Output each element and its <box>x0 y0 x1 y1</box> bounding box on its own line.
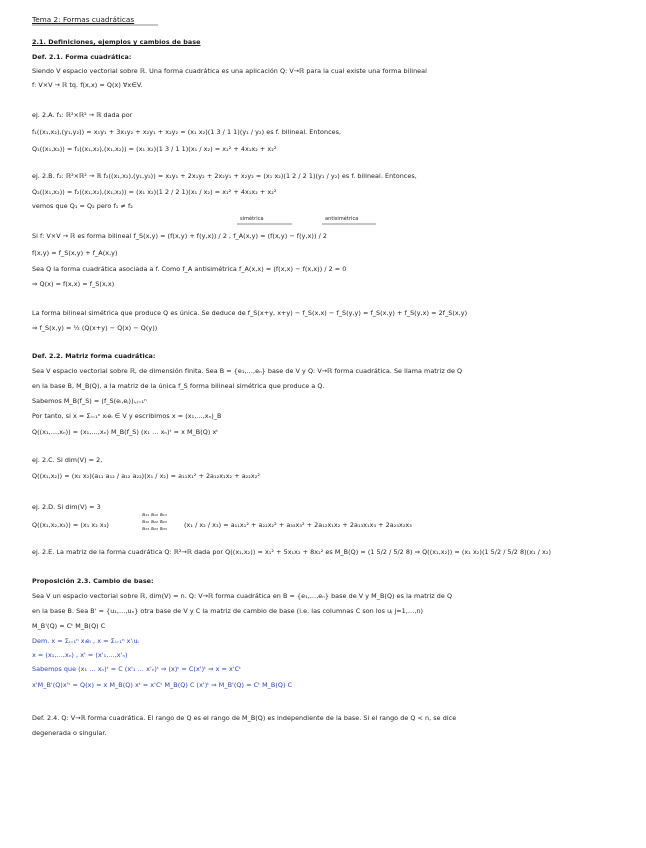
matrix-row: a₁₁ a₁₂ a₁₃ <box>142 512 167 518</box>
example-formula: (x₁ / x₂ / x₃) = a₁₁x₁² + a₂₂x₂² + a₃₃x₃² + 2a₁₂x₁x₂ + 2a₁₃x₁x₃ + 2a₂₃x₂x₃ <box>184 521 412 529</box>
matrix-row: a₁₂ a₂₂ a₂₃ <box>142 519 167 525</box>
annotation-label: antisimétrica <box>325 216 359 222</box>
uniqueness-text: La forma bilineal simétrica que produce Q es única. Se deduce de f_S(x+y, x+y) − f_S(x,x) − f_S(y,y) = f_S(x,y) + f_S(y,x) = 2f_S(x,y) <box>32 309 468 317</box>
definition-heading: Def. 2.2. Matriz forma cuadrática: <box>32 352 156 360</box>
definition-text: degenerada o singular. <box>32 729 107 737</box>
proof-line: x = (x₁,…,xₙ) , x' = (x'₁,…,x'ₙ) <box>32 651 128 659</box>
definition-text: Sabemos M_B(f_S) = (f_S(eᵢ,eⱼ))ᵢ,ⱼ₌₁ⁿ <box>32 397 147 405</box>
symmetric-decomposition: ⇒ Q(x) = f(x,x) = f_S(x,x) <box>32 280 115 288</box>
example-text: ej. 2.E. La matriz de la forma cuadrática Q: ℝ²→ℝ dada por Q((x₁,x₂)) = x₁² + 5x₁x₂ + 8x₂² es M_B(Q) = (1 5/2 / 5/2 8) ⇒ Q((x₁,x₂)) = (x₁ x₂)(1 5/2 / 5/2 8)(x₁ / x₂) <box>32 548 552 556</box>
definition-text: Siendo V espacio vectorial sobre ℝ. Una forma cuadrática es una aplicación Q: V→ℝ para la cual existe una forma bilineal <box>32 67 427 75</box>
uniqueness-formula: ⇒ f_S(x,y) = ½ (Q(x+y) − Q(x) − Q(y)) <box>32 324 158 332</box>
page-title: Tema 2: Formas cuadráticas <box>32 15 135 24</box>
proof-line: Sabemos que (x₁ … xₙ)ᵗ = C (x'₁ … x'ₙ)ᵗ ⇒ (x)ᵗ = C(x')ᵗ ⇒ x = x'Cᵗ <box>32 665 242 673</box>
example-formula: Q₂((x₁,x₂)) = f₂((x₁,x₂),(x₁,x₂)) = (x₁ x₂)(1 2 / 2 1)(x₁ / x₂) = x₁² + 4x₁x₂ + x₂² <box>32 188 277 196</box>
proof-line: x'M_B'(Q)x'ᵗ = Q(x) = x M_B(Q) xᵗ = x'Cᵗ M_B(Q) C (x')ᵗ ⇒ M_B'(Q) = Cᵗ M_B(Q) C <box>32 681 293 689</box>
definition-text: f: V×V → ℝ tq. f(x,x) = Q(x) ∀x∈V. <box>32 81 143 89</box>
example-formula: f₁((x₁,x₂),(y₁,y₂)) = x₁y₁ + 3x₁y₂ + x₂y₁ + x₂y₂ = (x₁ x₂)(1 3 / 1 1)(y₁ / y₂) es f. bilineal. Entonces, <box>32 128 342 136</box>
proof-line: Dem. x = Σᵢ₌₁ⁿ xᵢeᵢ , x = Σᵢ₌₁ⁿ x'ᵢuᵢ <box>32 637 139 645</box>
symmetric-decomposition: Sea Q la forma cuadrática asociada a f. Como f_A antisimétrica f_A(x,x) = (f(x,x) − f(x,x)) / 2 = 0 <box>32 265 347 273</box>
example-heading: ej. 2.B. f₂: ℝ²×ℝ² → ℝ f₂((x₁,x₂),(y₁,y₂)) = x₁y₁ + 2x₁y₂ + 2x₂y₁ + x₂y₂ = (x₁ x₂)(1 2 / 2 1)(y₁ / y₂) es f. bilineal. Entonces, <box>32 172 417 180</box>
example-heading: ej. 2.C. Si dim(V) = 2, <box>32 456 103 464</box>
matrix-row: a₁₃ a₂₃ a₃₃ <box>142 526 167 532</box>
proposition-text: en la base B. Sea B' = {u₁,…,uₙ} otra base de V y C la matriz de cambio de base (i.e. las columnas C son los uⱼ j=1,…,n) <box>32 607 424 615</box>
example-formula: Q₁((x₁,x₂)) = f₁((x₁,x₂),(x₁,x₂)) = (x₁ x₂)(1 3 / 1 1)(x₁ / x₂) = x₁² + 4x₁x₂ + x₂² <box>32 145 277 153</box>
example-heading: ej. 2.D. Si dim(V) = 3 <box>32 503 101 511</box>
example-heading: ej. 2.A. f₁: ℝ²×ℝ² → ℝ dada por <box>32 111 133 119</box>
proposition-text: Sea V un espacio vectorial sobre ℝ, dim(V) = n. Q: V→ℝ forma cuadrática en B = {e₁,…,eₙ} base de V y M_B(Q) es la matriz de Q <box>32 592 453 600</box>
definition-heading: Def. 2.1. Forma cuadrática: <box>32 53 132 61</box>
symmetric-decomposition: f(x,y) = f_S(x,y) + f_A(x,y) <box>32 249 118 257</box>
definition-text: Sea V espacio vectorial sobre ℝ, de dimensión finita. Sea B = {e₁,…,eₙ} base de V y Q: V→ℝ forma cuadrática. Se llama matriz de Q <box>32 367 463 375</box>
definition-formula: Q((x₁,…,xₙ)) = (x₁,…,xₙ) M_B(f_S) (x₁ … xₙ)ᵗ = x M_B(Q) xᵗ <box>32 428 219 436</box>
definition-text: en la base B, M_B(Q), a la matriz de la única f_S forma bilineal simétrica que produce a Q. <box>32 382 325 390</box>
proposition-formula: M_B'(Q) = Cᵗ M_B(Q) C <box>32 622 106 630</box>
section-heading: 2.1. Definiciones, ejemplos y cambios de base <box>32 38 201 46</box>
definition-text: Por tanto, si x = Σᵢ₌₁ⁿ xᵢeᵢ ∈ V y escribimos x = (x₁,…,xₙ)_B <box>32 412 222 420</box>
proposition-heading: Proposición 2.3. Cambio de base: <box>32 577 154 585</box>
example-formula: Q((x₁,x₂)) = (x₁ x₂)(a₁₁ a₁₂ / a₁₂ a₂₂)(x₁ / x₂) = a₁₁x₁² + 2a₁₂x₁x₂ + a₂₂x₂² <box>32 472 260 480</box>
symmetric-decomposition: Si f: V×V → ℝ es forma bilineal f_S(x,y) = (f(x,y) + f(y,x)) / 2 , f_A(x,y) = (f(x,y) − f(y,x)) / 2 <box>32 232 327 240</box>
example-formula: Q((x₁,x₂,x₃)) = (x₁ x₂ x₃) <box>32 521 109 529</box>
annotation-label: simétrica <box>240 216 264 222</box>
example-text: vemos que Q₁ = Q₂ pero f₁ ≠ f₂ <box>32 202 133 210</box>
definition-text: Def. 2.4. Q: V→ℝ forma cuadrática. El rango de Q es el rango de M_B(Q) es independiente de la base. Si el rango de Q < n, se dice <box>32 714 457 722</box>
